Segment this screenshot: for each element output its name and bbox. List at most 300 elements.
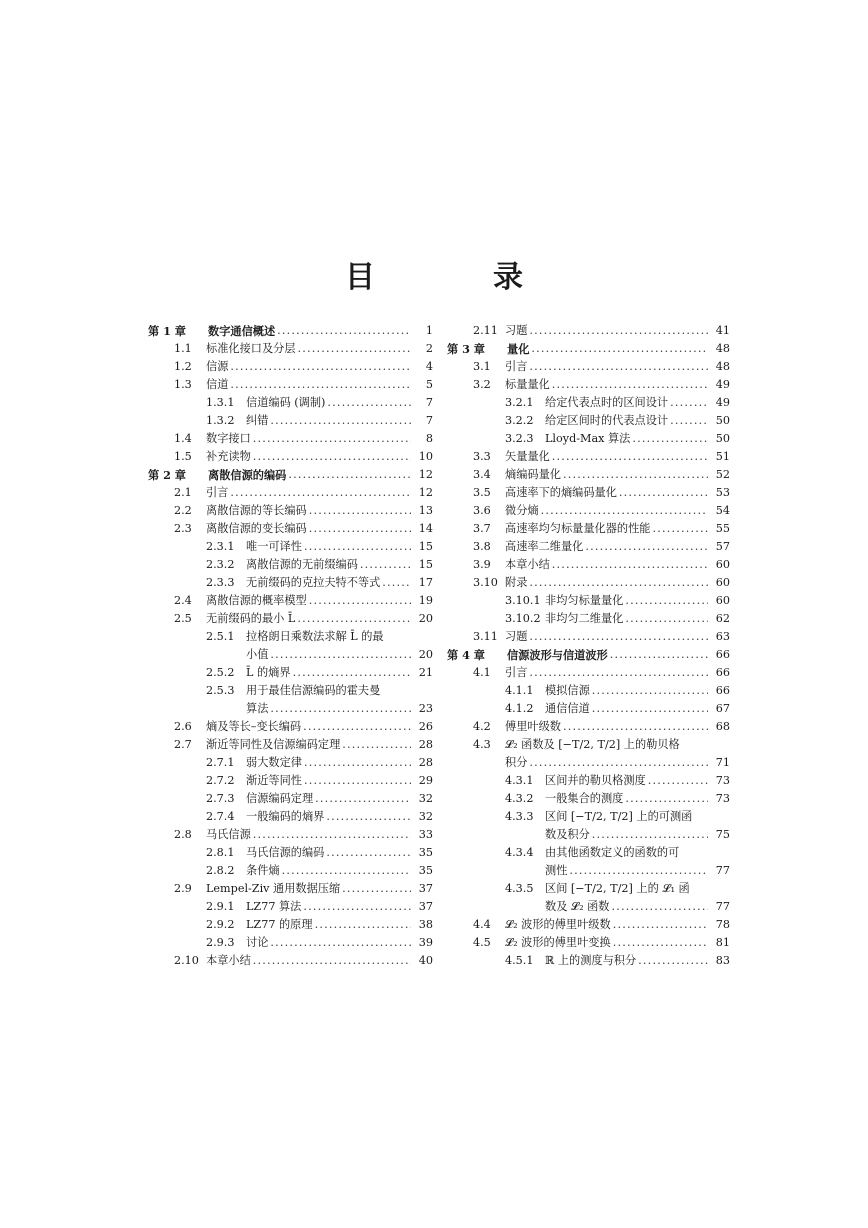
toc-entry-number: 3.1 [473,360,491,373]
toc-entry-page: 21 [418,666,433,679]
toc-entry[interactable] [447,916,730,934]
toc-entry-number: 1.4 [174,432,192,445]
toc-entry-label: 标准化接口及分层 [206,340,298,358]
toc-entry-number: 4.3.2 [505,792,534,805]
toc-entry-number: 2.7.2 [206,774,235,787]
toc-entry-label: 渐近等同性 [246,772,304,790]
toc-entry[interactable] [148,898,433,916]
dot-leader [326,808,411,826]
toc-entry[interactable] [447,682,730,700]
toc-entry-number: 2.5.1 [206,630,235,643]
dot-leader [304,538,411,556]
toc-entry-number: 3.3 [473,450,491,463]
dot-leader [270,646,411,664]
toc-entry-number: 1.2 [174,360,192,373]
toc-entry[interactable] [148,790,433,808]
toc-entry[interactable] [447,772,730,790]
toc-entry[interactable] [148,394,433,412]
toc-entry-page: 52 [715,468,730,481]
toc-entry[interactable] [148,952,433,970]
toc-entry[interactable] [447,358,730,376]
toc-entry[interactable] [148,646,433,664]
dot-leader [529,322,708,340]
toc-entry-number: 3.10.2 [505,612,541,625]
dot-leader [230,358,411,376]
toc-entry-label: 马氏信源的编码 [246,844,326,862]
toc-entry-page: 48 [715,342,730,355]
toc-entry-number: 2.11 [473,324,498,337]
toc-entry-page: 15 [418,558,433,571]
toc-entry[interactable] [447,880,730,898]
toc-entry-label: 区间 [−T/2, T/2] 上的可测函 [545,808,694,826]
toc-entry-label: 附录 [505,574,529,592]
toc-entry-label: 数字通信概述 [208,324,276,338]
dot-leader [569,862,708,880]
toc-entry[interactable] [148,466,433,484]
toc-entry-page: 51 [715,450,730,463]
toc-entry[interactable] [148,772,433,790]
toc-entry-page: 71 [715,756,730,769]
toc-entry-number: 3.10 [473,576,498,589]
toc-entry[interactable] [148,844,433,862]
toc-entry-label: 拉格朗日乘数法求解 L̄ 的最 [246,628,386,646]
toc-entry-page: 38 [418,918,433,931]
dot-leader [360,556,411,574]
dot-leader [304,772,411,790]
toc-entry-label: 离散信源的无前缀编码 [246,556,360,574]
dot-leader [270,700,411,718]
dot-leader [342,880,411,898]
toc-entry-label: 标量量化 [505,376,552,394]
dot-leader [303,718,411,736]
toc-entry-page: 32 [418,810,433,823]
toc-entry-page: 62 [715,612,730,625]
dot-leader [288,466,411,484]
toc-entry-label: 信源编码定理 [246,790,315,808]
toc-entry-page: 81 [715,936,730,949]
toc-entry-number: 3.7 [473,522,491,535]
dot-leader [309,592,411,610]
toc-entry[interactable] [148,376,433,394]
toc-entry-label: 模拟信源 [545,682,592,700]
toc-entry-label: 本章小结 [206,952,253,970]
toc-entry-number: 第 1 章 [148,324,186,338]
toc-entry-number: 2.3.3 [206,576,235,589]
toc-entry-number: 3.9 [473,558,491,571]
toc-entry[interactable] [148,916,433,934]
dot-leader [277,322,411,340]
toc-entry-number: 4.4 [473,918,491,931]
toc-entry-page: 35 [418,846,433,859]
dot-leader [327,394,411,412]
dot-leader [585,538,708,556]
toc-entry-number: 2.3 [174,522,192,535]
toc-entry-number: 4.3.4 [505,846,534,859]
toc-entry-page: 83 [715,954,730,967]
toc-entry[interactable] [148,358,433,376]
toc-entry[interactable] [148,484,433,502]
toc-entry-label: Lempel-Ziv 通用数据压缩 [206,880,342,898]
toc-entry-page: 49 [715,378,730,391]
toc-entry-label: 引言 [505,358,529,376]
toc-entry-label: 𝓛₂ 函数及 [−T/2, T/2] 上的勒贝格 [505,736,682,754]
dot-leader [282,862,411,880]
toc-entry-number: 4.5 [473,936,491,949]
toc-entry[interactable] [447,628,730,646]
dot-leader [670,412,708,430]
toc-entry[interactable] [447,412,730,430]
toc-entry-label: 高速率下的熵编码量化 [505,484,619,502]
toc-entry[interactable] [447,394,730,412]
dot-leader [611,898,708,916]
dot-leader [297,610,411,628]
toc-entry[interactable] [447,502,730,520]
toc-entry[interactable] [447,592,730,610]
dot-leader [270,412,411,430]
toc-entry[interactable] [148,520,433,538]
toc-entry-number: 2.7.1 [206,756,235,769]
toc-entry-label: 无前缀码的最小 L̄ [206,610,297,628]
toc-entry-label: L̄ 的熵界 [246,664,293,682]
toc-entry-number: 第 4 章 [447,648,485,662]
toc-entry-number: 2.3.2 [206,558,235,571]
dot-leader [529,754,708,772]
toc-entry-page: 37 [418,900,433,913]
toc-entry-label: 区间并的勒贝格测度 [545,772,648,790]
toc-entry-page: 4 [425,360,433,373]
toc-entry-number: 2.1 [174,486,192,499]
toc-entry-number: 4.5.1 [505,954,534,967]
dot-leader [619,484,708,502]
toc-entry-page: 50 [715,432,730,445]
dot-leader [304,754,411,772]
toc-entry[interactable] [447,448,730,466]
toc-entry-label: 纠错 [246,412,270,430]
toc-entry-page: 41 [715,324,730,337]
dot-leader [648,772,708,790]
toc-entry-label: 唯一可译性 [246,538,304,556]
toc-entry-number: 2.5 [174,612,192,625]
dot-leader [552,376,708,394]
toc-entry-number: 3.2.2 [505,414,534,427]
toc-entry-number: 1.5 [174,450,192,463]
toc-entry-page: 28 [418,738,433,751]
toc-entry-page: 50 [715,414,730,427]
toc-entry[interactable] [447,754,730,772]
toc-entry-page: 5 [425,378,433,391]
toc-entry[interactable] [447,664,730,682]
toc-entry-number: 3.2.1 [505,396,534,409]
dot-leader [293,664,411,682]
toc-entry-label: 讨论 [246,934,270,952]
toc-entry-label: 引言 [505,664,529,682]
toc-entry-label: ℝ 上的测度与积分 [545,952,638,970]
toc-entry-label: 渐近等同性及信源编码定理 [206,736,342,754]
toc-right-column [447,322,730,970]
dot-leader [529,358,708,376]
toc-entry[interactable] [447,322,730,340]
toc-entry-page: 68 [715,720,730,733]
toc-entry-label: 非均匀二维量化 [545,610,625,628]
toc-entry-label: Lloyd-Max 算法 [545,430,632,448]
toc-entry[interactable] [148,718,433,736]
toc-entry-label: LZ77 算法 [246,898,303,916]
page-title: 目 录 [345,260,567,295]
toc-entry[interactable] [148,934,433,952]
dot-leader [309,520,411,538]
dot-leader [682,736,708,754]
toc-entry[interactable] [148,736,433,754]
dot-leader [563,718,708,736]
toc-entry[interactable] [447,808,730,826]
dot-leader [610,646,708,664]
toc-entry[interactable] [447,376,730,394]
toc-entry-page: 77 [715,864,730,877]
toc-entry[interactable] [447,952,730,970]
toc-entry-label: 数及 𝓛₂ 函数 [545,898,611,916]
dot-leader [382,574,411,592]
toc-entry[interactable] [148,556,433,574]
toc-entry-number: 2.8.2 [206,864,235,877]
dot-leader [315,916,411,934]
toc-entry[interactable] [148,808,433,826]
toc-entry[interactable] [148,322,433,340]
toc-entry-page: 2 [425,342,433,355]
toc-entry-page: 39 [418,936,433,949]
dot-leader [342,736,411,754]
toc-entry[interactable] [447,826,730,844]
toc-entry[interactable] [148,538,433,556]
toc-entry[interactable] [447,646,730,664]
toc-entry-label: 离散信源的变长编码 [206,520,309,538]
dot-leader [625,610,708,628]
toc-entry-label: 无前缀码的克拉夫特不等式 [246,574,382,592]
toc-entry-number: 第 3 章 [447,342,485,356]
toc-entry-page: 66 [715,666,730,679]
toc-entry-page: 37 [418,882,433,895]
toc-entry-label: 区间 [−T/2, T/2] 上的 𝓛₁ 函 [545,880,692,898]
toc-entry[interactable] [447,934,730,952]
toc-entry-label: 小值 [246,646,270,664]
toc-entry[interactable] [447,736,730,754]
toc-entry-page: 12 [418,486,433,499]
toc-entry[interactable] [148,592,433,610]
dot-leader [326,844,411,862]
toc-entry[interactable] [447,340,730,358]
toc-entry[interactable] [447,700,730,718]
toc-entry-label: 马氏信源 [206,826,253,844]
dot-leader [253,430,411,448]
toc-entry-number: 2.10 [174,954,199,967]
dot-leader [652,520,708,538]
dot-leader [253,952,411,970]
toc-entry-page: 8 [425,432,433,445]
toc-entry-page: 23 [418,702,433,715]
toc-entry-label: 傅里叶级数 [505,718,563,736]
toc-entry-number: 2.2 [174,504,192,517]
dot-leader [552,448,708,466]
toc-entry-label: 信源 [206,358,230,376]
toc-entry[interactable] [148,880,433,898]
toc-entry[interactable] [447,484,730,502]
toc-entry-number: 4.3.5 [505,882,534,895]
toc-entry-number: 3.2 [473,378,491,391]
toc-entry[interactable] [148,430,433,448]
toc-entry[interactable] [148,664,433,682]
toc-entry-label: 信道 [206,376,230,394]
toc-entry[interactable] [447,520,730,538]
toc-entry[interactable] [148,682,433,700]
toc-entry-page: 54 [715,504,730,517]
toc-entry-page: 40 [418,954,433,967]
dot-leader [592,700,708,718]
toc-entry-number: 4.3.1 [505,774,534,787]
toc-entry-label: 一般集合的测度 [545,790,625,808]
toc-entry-number: 1.3 [174,378,192,391]
toc-entry-label: 测性 [545,862,569,880]
toc-entry-label: 离散信源的概率模型 [206,592,309,610]
toc-entry-number: 4.3 [473,738,491,751]
dot-leader [670,394,708,412]
dot-leader [625,790,708,808]
toc-entry-label: 矢量量化 [505,448,552,466]
toc-entry[interactable] [148,448,433,466]
toc-entry-page: 20 [418,612,433,625]
toc-entry-page: 26 [418,720,433,733]
dot-leader [592,682,708,700]
dot-leader [613,934,708,952]
toc-entry[interactable] [447,574,730,592]
toc-entry-page: 55 [715,522,730,535]
toc-entry-label: 高速率均匀标量量化器的性能 [505,520,652,538]
toc-entry-page: 78 [715,918,730,931]
toc-entry-page: 66 [715,648,730,661]
toc-entry-page: 63 [715,630,730,643]
toc-entry-number: 2.9.2 [206,918,235,931]
dot-leader [303,898,411,916]
toc-entry[interactable] [148,574,433,592]
toc-entry[interactable] [447,844,730,862]
dot-leader [529,574,708,592]
toc-entry[interactable] [447,466,730,484]
dot-leader [632,430,708,448]
toc-entry-page: 32 [418,792,433,805]
toc-entry-page: 53 [715,486,730,499]
toc-entry-page: 57 [715,540,730,553]
toc-entry[interactable] [447,610,730,628]
dot-leader [386,628,411,646]
toc-entry-page: 17 [418,576,433,589]
dot-leader [230,376,411,394]
toc-entry-page: 60 [715,576,730,589]
toc-entry-label: 给定代表点时的区间设计 [545,394,670,412]
toc-entry-label: 弱大数定律 [246,754,304,772]
toc-entry[interactable] [148,412,433,430]
toc-entry[interactable] [148,340,433,358]
toc-entry-label: 算法 [246,700,270,718]
toc-entry-label: LZ77 的原理 [246,916,315,934]
toc-entry-page: 75 [715,828,730,841]
toc-entry-label: 习题 [505,322,529,340]
toc-entry-page: 7 [425,396,433,409]
dot-leader [681,844,708,862]
toc-entry-number: 2.9.1 [206,900,235,913]
toc-entry[interactable] [447,898,730,916]
toc-entry-label: 一般编码的熵界 [246,808,326,826]
toc-entry-page: 7 [425,414,433,427]
toc-entry-page: 33 [418,828,433,841]
toc-entry-number: 4.1.2 [505,702,534,715]
toc-entry-number: 3.2.3 [505,432,534,445]
toc-entry-page: 10 [418,450,433,463]
toc-entry-page: 67 [715,702,730,715]
toc-entry[interactable] [447,790,730,808]
toc-entry-number: 2.5.3 [206,684,235,697]
toc-entry-label: 用于最佳信源编码的霍夫曼 [246,682,382,700]
toc-entry-page: 28 [418,756,433,769]
toc-entry-label: 习题 [505,628,529,646]
toc-entry-number: 4.2 [473,720,491,733]
toc-entry-number: 3.10.1 [505,594,541,607]
toc-entry-label: 高速率二维量化 [505,538,585,556]
dot-leader [253,826,411,844]
dot-leader [692,880,708,898]
toc-entry[interactable] [447,556,730,574]
toc-entry[interactable] [447,430,730,448]
toc-entry-label: 𝓛₂ 波形的傅里叶变换 [505,934,613,952]
toc-entry-number: 2.3.1 [206,540,235,553]
toc-entry[interactable] [148,628,433,646]
toc-entry[interactable] [148,826,433,844]
dot-leader [298,340,411,358]
toc-entry-number: 1.3.2 [206,414,235,427]
dot-leader [382,682,411,700]
toc-entry[interactable] [447,538,730,556]
toc-entry-label: 积分 [505,754,529,772]
toc-entry[interactable] [148,610,433,628]
toc-entry-page: 14 [418,522,433,535]
dot-leader [253,448,411,466]
toc-entry-page: 48 [715,360,730,373]
dot-leader [638,952,708,970]
toc-entry[interactable] [148,502,433,520]
toc-entry-page: 60 [715,594,730,607]
toc-entry-number: 2.9.3 [206,936,235,949]
toc-entry-number: 1.1 [174,342,192,355]
dot-leader [613,916,708,934]
toc-entry[interactable] [447,862,730,880]
toc-entry[interactable] [148,754,433,772]
toc-entry[interactable] [148,862,433,880]
toc-entry-page: 29 [418,774,433,787]
toc-entry[interactable] [148,700,433,718]
dot-leader [531,340,708,358]
toc-entry[interactable] [447,718,730,736]
toc-entry-label: 量化 [507,342,530,356]
toc-entry-number: 3.5 [473,486,491,499]
toc-entry-page: 77 [715,900,730,913]
toc-entry-label: 数字接口 [206,430,253,448]
dot-leader [529,628,708,646]
toc-entry-page: 73 [715,774,730,787]
toc-entry-number: 第 2 章 [148,468,186,482]
toc-entry-page: 66 [715,684,730,697]
toc-entry-page: 12 [418,468,433,481]
toc-entry-page: 20 [418,648,433,661]
dot-leader [529,664,708,682]
toc-entry-label: 微分熵 [505,502,541,520]
toc-entry-label: 信道编码 (调制) [246,394,327,412]
